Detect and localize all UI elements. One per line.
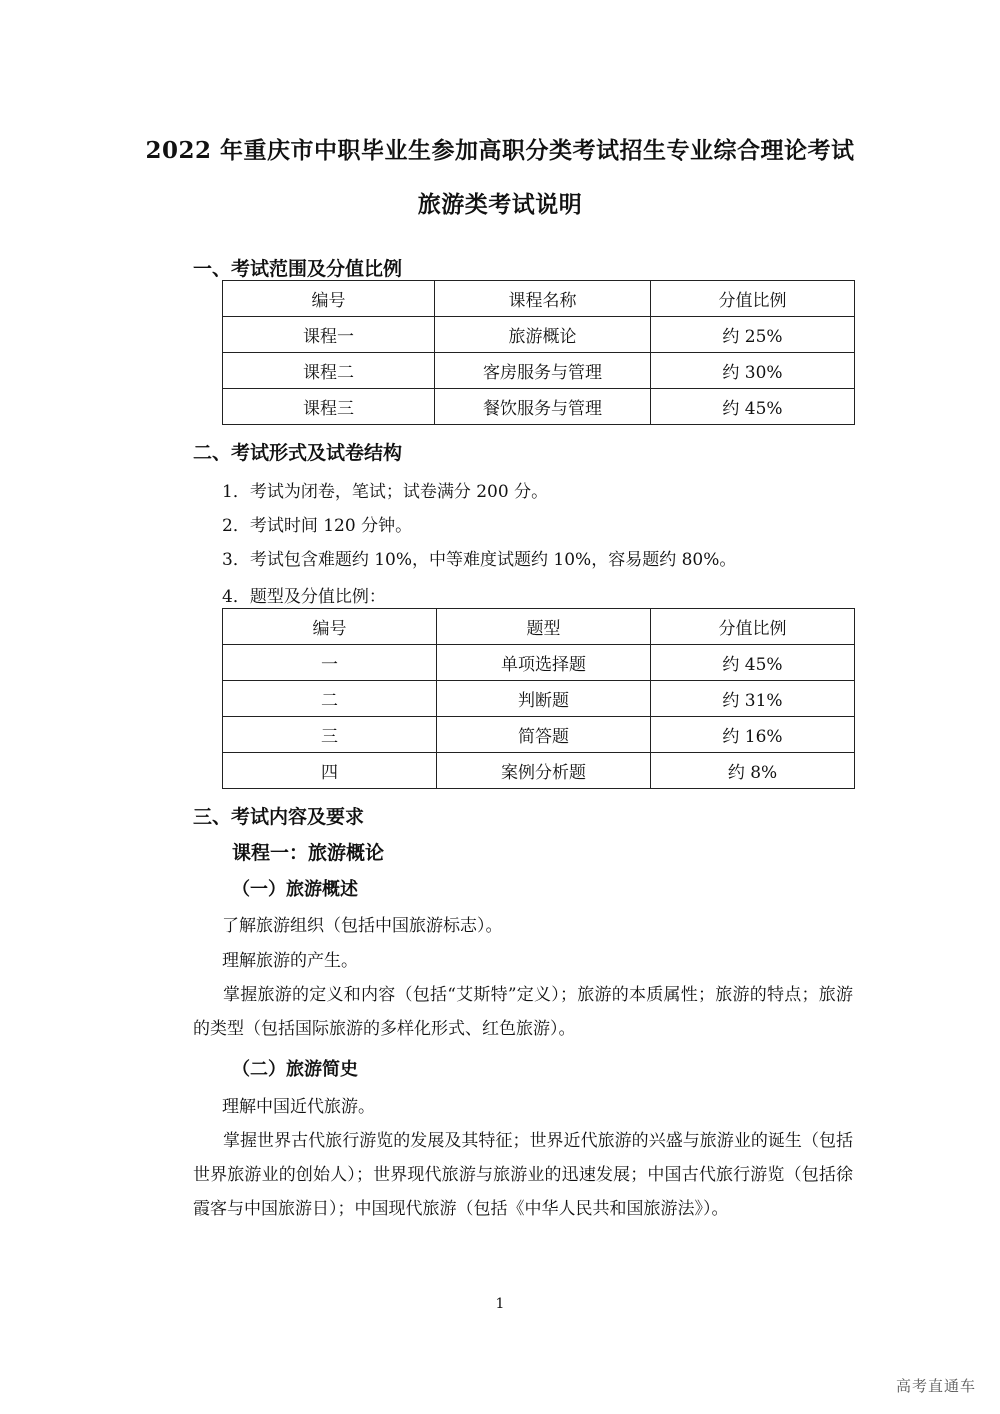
course-score-table: [222, 280, 855, 425]
table-cell: 约 45%: [651, 389, 855, 425]
document-title: 2022 年重庆市中职毕业生参加高职分类考试招生专业综合理论考试: [145, 137, 855, 164]
question-type-table: [222, 608, 855, 789]
page-number: 1: [495, 1296, 505, 1312]
table-row: [223, 645, 855, 681]
table-cell: 约 30%: [651, 353, 855, 389]
table-cell: 客房服务与管理: [435, 353, 651, 389]
course-title: 课程一：旅游概论: [232, 842, 385, 864]
table-header-cell: 编号: [223, 609, 437, 645]
section-heading-content: 三、考试内容及要求: [193, 806, 365, 828]
table-cell: 约 31%: [651, 681, 855, 717]
section-heading-format: 二、考试形式及试卷结构: [193, 442, 403, 464]
table-header-cell: 编号: [223, 281, 435, 317]
content-paragraph: 了解旅游组织（包括中国旅游标志）。: [222, 916, 503, 936]
content-paragraph: 掌握世界古代旅行游览的发展及其特征；世界近代旅游的兴盛与旅游业的诞生（包括世界旅游业的创始人）；世界现代旅游与旅游业的迅速发展；中国古代旅行游览（包括徐霞客与中国旅游日）；中国现代旅游（包括《中华人民共和国旅游法》）。: [193, 1131, 853, 1219]
content-paragraph: 理解旅游的产生。: [222, 951, 358, 971]
table-row: [223, 389, 855, 425]
table-header-cell: 题型: [437, 609, 651, 645]
table-cell: 三: [223, 717, 437, 753]
exam-format-item: 1．考试为闭卷，笔试；试卷满分 200 分。: [222, 482, 549, 502]
table-cell: 四: [223, 753, 437, 789]
exam-format-item: 2．考试时间 120 分钟。: [222, 516, 413, 536]
exam-format-item: 4．题型及分值比例：: [222, 587, 386, 607]
document-subtitle: 旅游类考试说明: [417, 191, 583, 218]
table-cell: 判断题: [437, 681, 651, 717]
table-cell: 二: [223, 681, 437, 717]
table-cell: 约 8%: [651, 753, 855, 789]
content-paragraph: 理解中国近代旅游。: [222, 1097, 375, 1117]
section-heading-scope: 一、考试范围及分值比例: [193, 258, 403, 280]
table-cell: 约 16%: [651, 717, 855, 753]
part-title-history: （二）旅游简史: [232, 1059, 358, 1080]
exam-format-item: 3．考试包含难题约 10%，中等难度试题约 10%，容易题约 80%。: [222, 550, 737, 570]
table-header-cell: 课程名称: [435, 281, 651, 317]
table-cell: 课程一: [223, 317, 435, 353]
table-header-cell: 分值比例: [651, 281, 855, 317]
table-cell: 约 25%: [651, 317, 855, 353]
table-row: [223, 353, 855, 389]
table-cell: 案例分析题: [437, 753, 651, 789]
table-header-row: [223, 609, 855, 645]
content-paragraph: 掌握旅游的定义和内容（包括“艾斯特”定义）；旅游的本质属性；旅游的特点；旅游的类型（包括国际旅游的多样化形式、红色旅游）。: [193, 985, 853, 1039]
table-cell: 旅游概论: [435, 317, 651, 353]
table-cell: 餐饮服务与管理: [435, 389, 651, 425]
watermark: 高考直通车: [895, 1377, 976, 1395]
table-header-cell: 分值比例: [651, 609, 855, 645]
table-row: [223, 753, 855, 789]
table-cell: 课程二: [223, 353, 435, 389]
table-row: [223, 717, 855, 753]
table-header-row: [223, 281, 855, 317]
table-row: [223, 681, 855, 717]
table-cell: 单项选择题: [437, 645, 651, 681]
table-cell: 约 45%: [651, 645, 855, 681]
table-cell: 课程三: [223, 389, 435, 425]
table-cell: 简答题: [437, 717, 651, 753]
part-title-overview: （一）旅游概述: [232, 879, 358, 900]
table-cell: 一: [223, 645, 437, 681]
table-row: [223, 317, 855, 353]
